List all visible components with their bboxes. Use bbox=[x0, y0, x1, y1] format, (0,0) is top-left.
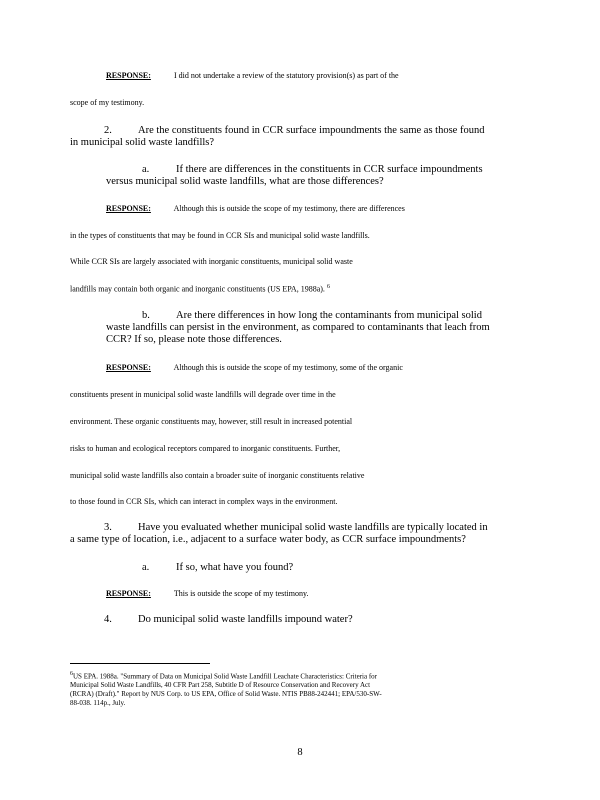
question-2b bbox=[142, 310, 598, 322]
footnote-line: Municipal Solid Waste Landfills, 40 CFR Part 258, Subtitle D of Resource Conservation and Recovery Act bbox=[70, 681, 371, 690]
response-line: risks to human and ecological receptors compared to inorganic constituents. Further, bbox=[70, 444, 341, 453]
footnote bbox=[70, 670, 530, 708]
question-text: If there are differences in the constituents in CCR surface impoundments bbox=[176, 164, 483, 175]
response-line: While CCR SIs are largely associated with inorganic constituents, municipal solid waste bbox=[70, 257, 353, 266]
response-text: This is outside the scope of my testimony. bbox=[173, 589, 309, 598]
question-text: CCR? If so, please note those differences. bbox=[106, 334, 282, 345]
response-text: landfills may contain both organic and inorganic constituents (US EPA, 1988a). bbox=[70, 284, 325, 294]
response-line: scope of my testimony. bbox=[70, 98, 145, 107]
response-label: RESPONSE: bbox=[106, 71, 151, 80]
response-line: to those found in CCR SIs, which can interact in complex ways in the environment. bbox=[70, 497, 338, 506]
response-line: constituents present in municipal solid waste landfills will degrade over time in the bbox=[70, 390, 336, 399]
question-3 bbox=[104, 522, 560, 534]
footnote-ref: 6 bbox=[326, 284, 330, 290]
question-text: a same type of location, i.e., adjacent to a surface water body, as CCR surface impoundments? bbox=[70, 534, 466, 545]
question-2a bbox=[142, 164, 598, 176]
question-4 bbox=[104, 614, 560, 626]
response-line bbox=[106, 589, 530, 598]
response-line: environment. These organic constituents may, however, still result in increased potential bbox=[70, 417, 353, 426]
question-number: a. bbox=[142, 562, 150, 573]
question-number: 4. bbox=[104, 614, 112, 625]
response-line bbox=[70, 284, 530, 294]
question-text: waste landfills can persist in the environment, as compared to contaminants that leach from bbox=[106, 322, 490, 333]
response-line: in the types of constituents that may be found in CCR SIs and municipal solid waste landfills. bbox=[70, 231, 370, 240]
response-line bbox=[106, 204, 530, 213]
question-number: 2. bbox=[104, 125, 112, 136]
question-number: b. bbox=[142, 310, 150, 321]
question-text: If so, what have you found? bbox=[176, 562, 294, 573]
response-label: RESPONSE: bbox=[106, 589, 151, 598]
question-number: a. bbox=[142, 164, 150, 175]
footnote-divider bbox=[70, 663, 210, 664]
question-text: Have you evaluated whether municipal solid waste landfills are typically located in bbox=[138, 522, 488, 533]
response-text: I did not undertake a review of the statutory provision(s) as part of the bbox=[174, 71, 399, 80]
question-text: Are there differences in how long the contaminants from municipal solid bbox=[176, 310, 482, 321]
response-line bbox=[106, 71, 530, 80]
question-text: in municipal solid waste landfills? bbox=[70, 137, 215, 148]
response-text: Although this is outside the scope of my testimony, some of the organic bbox=[173, 363, 403, 372]
footnote-line bbox=[70, 670, 530, 681]
response-label: RESPONSE: bbox=[106, 363, 151, 372]
page-number: 8 bbox=[297, 747, 303, 758]
question-3a bbox=[142, 562, 598, 574]
question-2 bbox=[104, 125, 560, 137]
footnote-line: 88-038. 114p., July. bbox=[70, 699, 126, 708]
question-number: 3. bbox=[104, 522, 112, 533]
footnote-line: (RCRA) (Draft)." Report by NUS Corp. to US EPA, Office of Solid Waste. NTIS PB88-242441; EPA/530-SW- bbox=[70, 690, 382, 699]
question-text: Do municipal solid waste landfills impound water? bbox=[138, 614, 353, 625]
response-line: municipal solid waste landfills also contain a broader suite of inorganic constituents relative bbox=[70, 471, 365, 480]
response-text: Although this is outside the scope of my testimony, there are differences bbox=[173, 204, 405, 213]
response-label: RESPONSE: bbox=[106, 204, 151, 213]
question-text: versus municipal solid waste landfills, what are those differences? bbox=[106, 176, 384, 187]
footnote-text: US EPA. 1988a. "Summary of Data on Municipal Solid Waste Landfill Leachate Characteristics: Criteria for bbox=[73, 672, 378, 681]
footnote-number: 6 bbox=[70, 671, 73, 677]
response-line bbox=[106, 363, 530, 372]
question-text: Are the constituents found in CCR surface impoundments the same as those found bbox=[138, 125, 485, 136]
